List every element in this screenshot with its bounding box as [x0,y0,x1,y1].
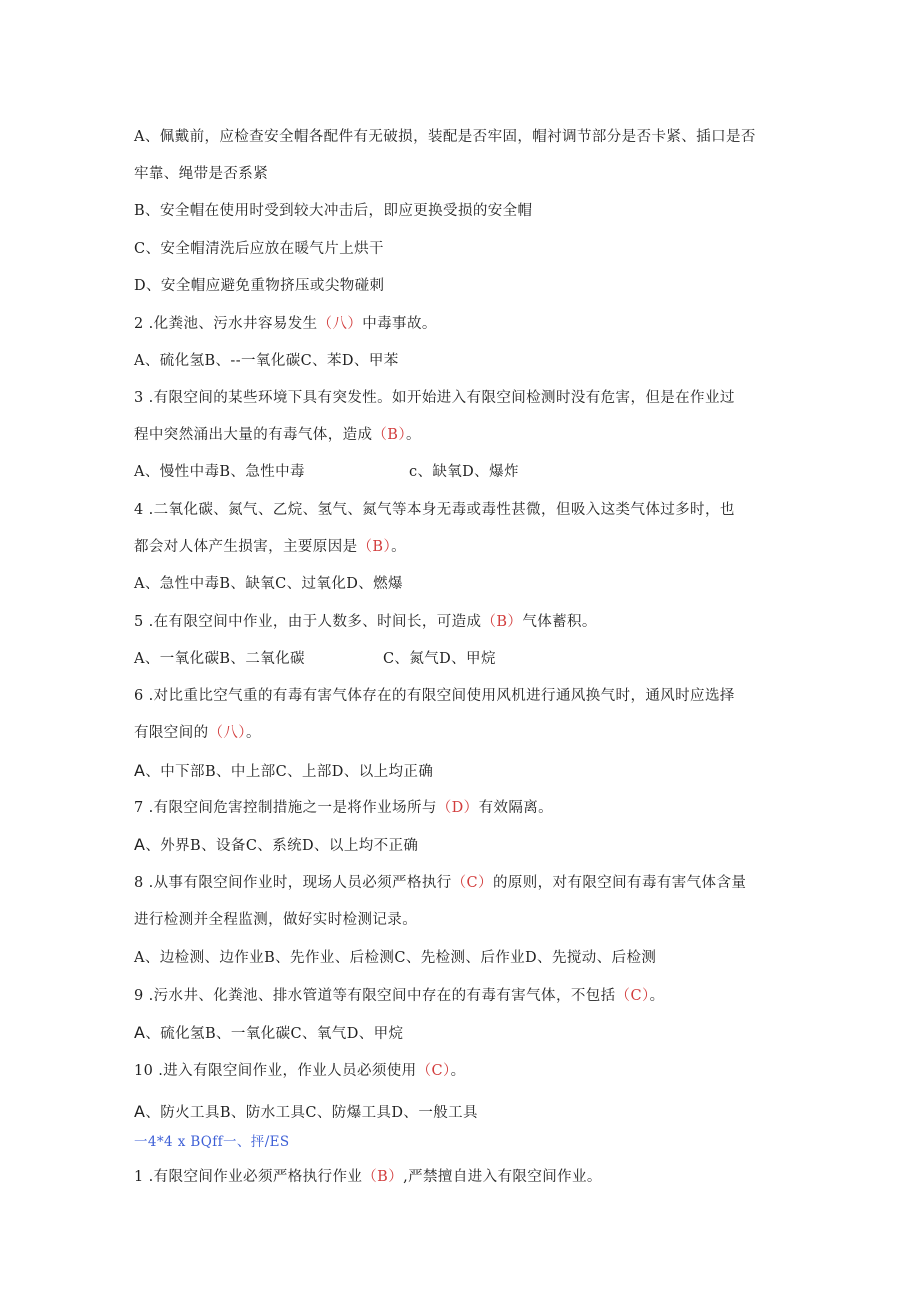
question-text: 都会对人体产生损害，主要原因是 [134,539,358,555]
question-5 [134,612,597,632]
answer-mark: （八） [317,316,363,332]
option-d-helmet [134,276,384,296]
question-6-options [134,761,433,782]
question-2-options [134,351,399,371]
question-10 [134,1061,466,1081]
answer-mark: （B） [372,427,407,443]
text: C、安全帽清洗后应放在暖气片上烘干 [134,241,384,257]
question-text: 4 .二氧化碳、氮气、乙烷、氢气、氮气等本身无毒或毒性甚微，但吸入这类气体过多时，也 [134,502,735,518]
question-text: 10 .进入有限空间作业，作业人员必须使用 [134,1063,417,1079]
question-7-options [134,835,418,856]
answer-mark: （C） [615,988,650,1004]
section-question-1 [134,1167,602,1187]
question-2 [134,314,437,334]
options-text: C、氮气D、甲烷 [382,651,496,667]
options-text: A、一氧化碳B、二氧化碳 [134,651,305,667]
question-10-options [134,1102,478,1123]
question-text: 。 [406,427,421,443]
question-text: ,严禁擅自进入有限空间作业。 [403,1169,602,1185]
question-text: 。 [649,988,665,1004]
question-4-cont [134,537,406,557]
question-text: 有限空间的 [134,725,209,741]
question-3-options [134,462,519,482]
options-text: 、中下部B、中上部C、上部D、以上均正确 [145,764,434,780]
question-text: 3 .有限空间的某些环境下具有突发性。如开始进入有限空间检测时没有危害，但是在作业过 [134,390,735,406]
question-3 [134,388,735,408]
question-6 [134,686,735,706]
section-heading [134,1132,290,1152]
text: A、佩戴前，应检查安全帽各配件有无破损，装配是否牢固，帽衬调节部分是否卡紧、插口是否 [134,129,756,145]
options-text: 、外界B、设备C、系统D、以上均不正确 [145,838,419,854]
option-a-helmet [134,127,756,147]
question-8 [134,873,746,893]
options-text: 、防火工具B、防水工具C、防爆工具D、一般工具 [145,1105,478,1121]
question-text: 8 .从事有限空间作业时，现场人员必须严格执行 [134,875,452,891]
option-b-helmet [134,201,532,221]
answer-mark: （D） [436,800,479,816]
answer-mark: （C） [451,875,493,891]
options-text: A、慢性中毒B、急性中毒 [134,464,305,480]
heading-text: 一4*4 x BQff一、抨/ES [134,1134,290,1150]
question-text: 程中突然涌出大量的有毒气体，造成 [134,427,373,443]
question-text: 进行检测并全程监测，做好实时检测记录。 [134,912,418,928]
options-text: A、急性中毒B、缺氧C、过氧化D、燃爆 [134,576,403,592]
question-text: 。 [391,539,407,555]
question-text: 9 .污水井、化粪池、排水管道等有限空间中存在的有毒有害气体，不包括 [134,988,616,1004]
answer-mark: （B） [362,1169,404,1185]
question-5-options [134,649,496,669]
option-letter: A [134,1102,146,1121]
question-text: 的原则，对有限空间有毒有害气体含量 [492,875,747,891]
question-6-cont [134,723,261,743]
option-letter: A [134,1023,146,1042]
question-8-options [134,948,656,968]
options-text: A、硫化氢B、--一氧化碳C、苯D、甲苯 [134,353,399,369]
options-text: 、硫化氢B、一氧化碳C、氧气D、甲烷 [145,1026,404,1042]
answer-mark: （B） [481,614,523,630]
answer-mark: （C） [416,1063,451,1079]
option-c-helmet [134,239,384,259]
question-text: 中毒事故。 [362,316,437,332]
question-text: 6 .对比重比空气重的有毒有害气体存在的有限空间使用风机进行通风换气时，通风时应选择 [134,688,735,704]
question-text: 2 .化粪池、污水井容易发生 [134,316,318,332]
option-a-helmet-cont [134,164,268,184]
question-7 [134,798,553,818]
question-8-cont [134,910,417,930]
question-text: 。 [450,1063,466,1079]
question-text: 7 .有限空间危害控制措施之一是将作业场所与 [134,800,437,816]
question-text: 1 .有限空间作业必须严格执行作业 [134,1169,363,1185]
option-letter: A [134,761,146,780]
question-3-cont [134,425,421,445]
question-9 [134,986,665,1006]
text: B、安全帽在使用时受到较大冲击后，即应更换受损的安全帽 [134,203,533,219]
options-text: A、边检测、边作业B、先作业、后检测C、先检测、后作业D、先搅动、后检测 [134,950,657,966]
question-text: 5 .在有限空间中作业，由于人数多、时间长，可造成 [134,614,482,630]
text: 牢靠、绳带是否系紧 [134,166,269,182]
option-letter: A [134,835,146,854]
question-text: 有效隔离。 [478,800,554,816]
question-text: 。 [245,725,261,741]
question-text: 气体蓄积。 [522,614,597,630]
answer-mark: （B） [357,539,392,555]
answer-mark: （八） [208,725,246,741]
options-text: c、缺氧D、爆炸 [408,464,519,480]
question-9-options [134,1023,403,1044]
question-4 [134,500,735,520]
text: D、安全帽应避免重物挤压或尖物碰刺 [134,278,385,294]
question-4-options [134,574,403,594]
